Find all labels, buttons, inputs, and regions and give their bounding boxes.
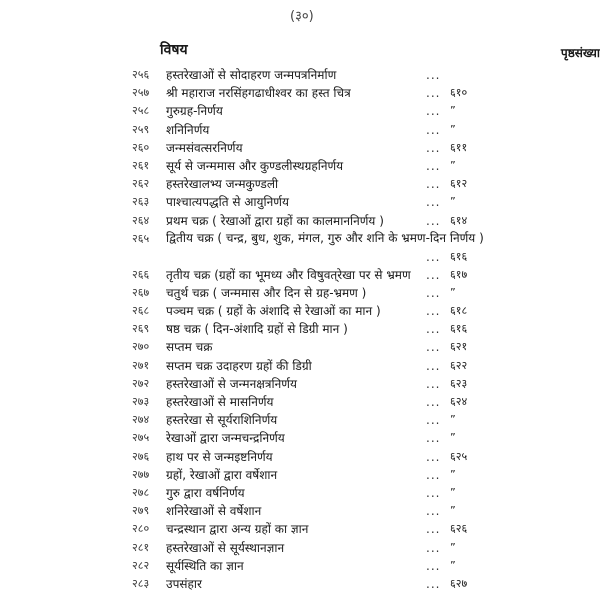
toc-entry <box>132 393 592 411</box>
entry-number: २७३ <box>132 395 150 408</box>
entry-title: हस्तरेखाओं से सोदाहरण जन्मपत्रनिर्माण <box>166 68 337 82</box>
entry-title: सूर्यस्थिति का ज्ञान <box>166 558 244 573</box>
entry-number: २६५ <box>132 231 150 245</box>
entry-title: षष्ठ चक्र ( दिन-अंशादि ग्रहों से डिग्री मान ) <box>166 322 348 337</box>
entry-leader-dots: ... <box>426 177 441 192</box>
entry-page: ६२१ <box>450 340 468 354</box>
page-count-heading: पृष्ठसंख्या <box>560 46 600 60</box>
entry-page: ” <box>450 104 456 118</box>
entry-leader-dots: ... <box>426 195 441 210</box>
toc-entry <box>132 266 592 284</box>
toc-entry <box>132 284 592 302</box>
entry-page: ६१७ <box>450 267 468 281</box>
entry-number: २८२ <box>132 558 150 572</box>
entry-page: ६२६ <box>450 522 468 536</box>
entry-number: २७० <box>132 340 150 354</box>
entry-title: हस्तरेखा से सूर्यराशिनिर्णय <box>166 413 278 428</box>
entry-number: २७८ <box>132 485 150 499</box>
entry-leader-dots: ... <box>426 395 441 409</box>
entry-number: २५८ <box>132 104 150 118</box>
entry-page: ६२२ <box>450 358 468 372</box>
entry-number: २७७ <box>132 467 150 481</box>
entry-title: श्री महाराज नरसिंहगढाधीश्वर का हस्त चित्र <box>166 86 351 101</box>
entry-title: हस्तरेखाओं से सूर्यस्थानज्ञान <box>166 540 285 555</box>
entry-leader-dots: ... <box>426 576 441 591</box>
toc-entry <box>132 575 592 593</box>
toc-entry <box>132 557 592 575</box>
entry-title: सप्तम चक्र उदाहरण ग्रहों की डिग्री <box>166 358 312 373</box>
entry-page: ६१० <box>450 86 468 100</box>
entry-title: पञ्चम चक्र ( ग्रहों के अंशादि से रेखाओं का मान ) <box>166 304 381 319</box>
toc-header <box>132 40 600 62</box>
entry-number: २७१ <box>132 358 150 372</box>
entry-number: २८० <box>132 522 150 536</box>
entry-number: २६८ <box>132 304 150 318</box>
entry-title: हस्तरेखाओं से जन्मनक्षत्रनिर्णय <box>166 376 297 391</box>
entry-leader-dots: ... <box>426 467 441 482</box>
entry-title: शनिरेखाओं से वर्षेशान <box>166 504 262 519</box>
toc-entry <box>132 484 592 502</box>
entry-page: ” <box>450 413 456 427</box>
entry-page: ” <box>450 158 456 172</box>
entry-page: ६१२ <box>450 177 468 191</box>
toc-entry <box>132 539 592 557</box>
entry-leader-dots: ... <box>426 86 441 101</box>
entry-leader-dots: ... <box>426 304 441 319</box>
entry-leader-dots: ... <box>426 267 441 282</box>
entry-leader-dots: ... <box>426 68 441 82</box>
page-number: (३०) <box>290 9 314 24</box>
entry-title: पाश्चात्यपद्धति से आयुनिर्णय <box>166 195 289 210</box>
entry-number: २५७ <box>132 86 150 100</box>
entry-page: ६२५ <box>450 449 468 463</box>
table-of-contents <box>132 66 592 593</box>
toc-entry <box>132 357 592 375</box>
entry-leader-dots: ... <box>426 431 441 446</box>
entry-page: ६२३ <box>450 376 468 390</box>
entry-number: २७४ <box>132 413 150 427</box>
entry-leader-dots: ... <box>426 522 441 537</box>
toc-entry <box>132 212 592 230</box>
entry-title: सूर्य से जन्ममास और कुण्डलीस्थग्रहनिर्णय <box>166 158 344 173</box>
toc-entry <box>132 66 592 84</box>
entry-number: २६४ <box>132 213 150 227</box>
entry-page: ” <box>450 195 456 209</box>
toc-entry <box>132 520 592 538</box>
entry-leader-dots: ... <box>426 358 441 373</box>
entry-title: ग्रहों, रेखाओं द्वारा वर्षेशान <box>166 467 278 482</box>
toc-entry <box>132 502 592 520</box>
toc-entry <box>132 175 592 193</box>
entry-title: शनिनिर्णय <box>166 122 210 137</box>
entry-number: २६० <box>132 140 150 154</box>
entry-page: ” <box>450 504 456 518</box>
entry-page: ६२७ <box>450 576 468 590</box>
entry-number: २५६ <box>132 68 150 81</box>
entry-title: चन्द्रस्थान द्वारा अन्य ग्रहों का ज्ञान <box>166 522 309 537</box>
entry-leader-dots: ... <box>426 540 441 555</box>
entry-number: २७६ <box>132 449 150 463</box>
entry-leader-dots: ... <box>426 322 441 337</box>
entry-title: द्वितीय चक्र ( चन्द्र, बुध, शुक, मंगल, गुरु और शनि के भ्रमण-दिन निर्णय ) <box>166 230 484 245</box>
entry-page: ” <box>450 485 456 499</box>
entry-leader-dots: ... <box>426 249 441 264</box>
entry-title: जन्मसंवत्सरनिर्णय <box>166 140 243 155</box>
entry-title: रेखाओं द्वारा जन्मचन्द्रनिर्णय <box>166 431 285 446</box>
entry-leader-dots: ... <box>426 376 441 391</box>
entry-leader-dots: ... <box>426 140 441 155</box>
toc-entry <box>132 375 592 393</box>
entry-page: ” <box>450 431 456 445</box>
entry-leader-dots: ... <box>426 104 441 119</box>
entry-page: ६१४ <box>450 213 468 227</box>
entry-leader-dots: ... <box>426 285 441 300</box>
entry-number: २६१ <box>132 158 150 172</box>
entry-leader-dots: ... <box>426 558 441 573</box>
entry-page: ६१६ <box>450 249 468 263</box>
entry-leader-dots: ... <box>426 413 441 428</box>
toc-entry <box>132 102 592 120</box>
toc-entry <box>132 302 592 320</box>
entry-title: हस्तरेखाओं से मासनिर्णय <box>166 395 274 409</box>
entry-title: प्रथम चक्र ( रेखाओं द्वारा ग्रहों का कालमाननिर्णय ) <box>166 213 384 228</box>
entry-title: गुरु द्वारा वर्षनिर्णय <box>166 485 245 500</box>
entry-title: तृतीय चक्र (ग्रहों का भूमध्य और विषुवत्‌रेखा पर से भ्रमण <box>166 267 411 282</box>
entry-leader-dots: ... <box>426 213 441 228</box>
entry-title: सप्तम चक्र <box>166 340 213 355</box>
toc-entry <box>132 429 592 447</box>
entry-number: २८३ <box>132 576 150 590</box>
entry-leader-dots: ... <box>426 158 441 173</box>
toc-entry <box>132 466 592 484</box>
entry-number: २७९ <box>132 504 150 518</box>
entry-number: २६९ <box>132 322 150 336</box>
toc-entry <box>132 193 592 211</box>
entry-number: २६३ <box>132 195 150 209</box>
entry-title: हाथ पर से जन्मइष्टनिर्णय <box>166 449 273 464</box>
toc-entry <box>132 448 592 466</box>
entry-leader-dots: ... <box>426 122 441 137</box>
entry-page: ६११ <box>450 140 468 154</box>
entry-page: ” <box>450 467 456 481</box>
entry-title: चतुर्थ चक्र ( जन्ममास और दिन से ग्रह-भ्रमण ) <box>166 285 367 300</box>
entry-number: २८१ <box>132 540 150 554</box>
toc-entry <box>132 139 592 157</box>
entry-leader-dots: ... <box>426 449 441 464</box>
entry-page: ६१६ <box>450 322 468 336</box>
entry-page: ” <box>450 540 456 554</box>
toc-entry <box>132 230 592 266</box>
toc-entry <box>132 157 592 175</box>
toc-entry <box>132 338 592 356</box>
entry-leader-dots: ... <box>426 504 441 519</box>
entry-number: २६२ <box>132 177 150 191</box>
entry-title: गुरुग्रह-निर्णय <box>166 104 223 119</box>
entry-leader-dots: ... <box>426 340 441 355</box>
entry-page: ” <box>450 122 456 136</box>
toc-entry <box>132 320 592 338</box>
entry-number: २५९ <box>132 122 150 136</box>
toc-entry <box>132 84 592 102</box>
entry-number: २६७ <box>132 285 150 299</box>
toc-entry <box>132 411 592 429</box>
subject-heading: विषय <box>160 42 188 58</box>
entry-title: उपसंहार <box>166 576 202 591</box>
entry-page: ६२४ <box>450 395 468 408</box>
entry-page: ” <box>450 558 456 572</box>
toc-entry <box>132 121 592 139</box>
entry-number: २७२ <box>132 376 150 390</box>
entry-title: हस्तरेखालभ्य जन्मकुण्डली <box>166 177 279 192</box>
entry-number: २६६ <box>132 267 150 281</box>
entry-page: ” <box>450 285 456 299</box>
entry-page: ६१८ <box>450 304 468 318</box>
entry-leader-dots: ... <box>426 485 441 500</box>
entry-number: २७५ <box>132 431 150 445</box>
